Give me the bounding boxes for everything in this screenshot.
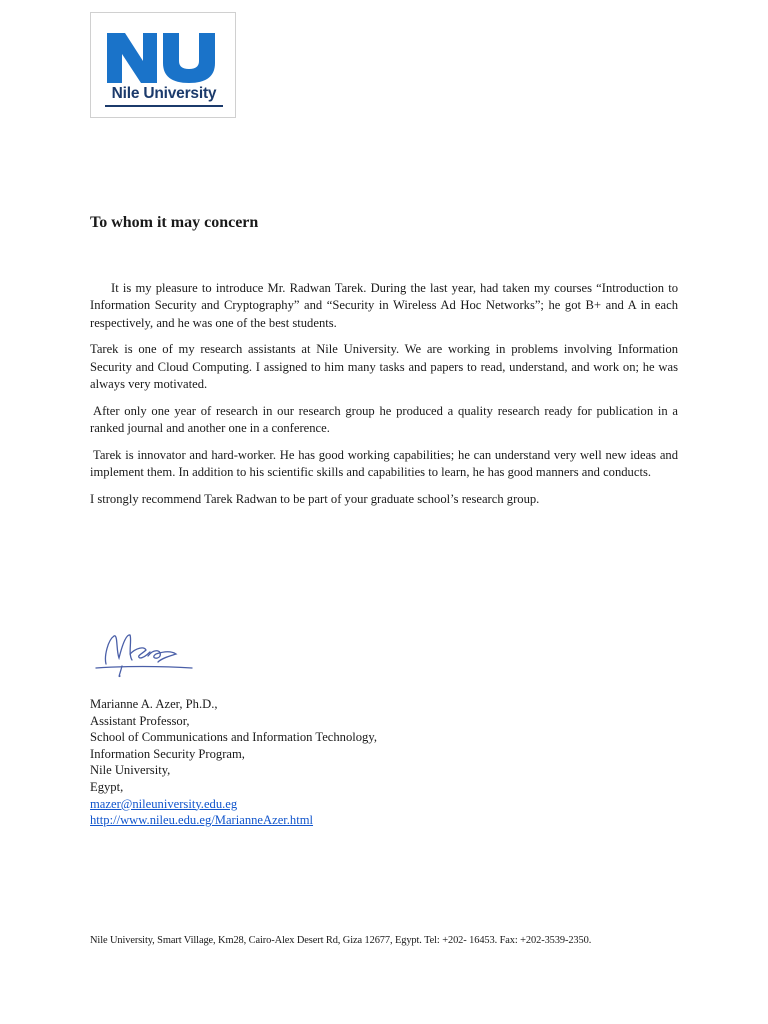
signatory-program: Information Security Program, (90, 746, 245, 761)
signature-block (90, 696, 377, 829)
email-link[interactable]: mazer@nileuniversity.edu.eg (90, 796, 238, 811)
signatory-name: Marianne A. Azer, Ph.D., (90, 697, 218, 711)
paragraph-publication: After only one year of research in our research group he produced a quality research ready for publication in a ranked journal and another one in a conference. (90, 403, 678, 436)
paragraph-research-assistant: Tarek is one of my research assistants at Nile University. We are working in problems involving Information Security and Cloud Computing. I assigned to him many tasks and papers to read, understand, and work on; he was always very motivated. (90, 342, 678, 391)
homepage-link[interactable]: http://www.nileu.edu.eg/MarianneAzer.html (90, 813, 314, 828)
handwritten-signature (92, 628, 202, 680)
nu-logo-mark (105, 23, 223, 85)
nile-university-logo (90, 12, 236, 118)
paragraph-skills: Tarek is innovator and hard-worker. He has good working capabilities; he can understand very well new ideas and implement them. In addition to his scientific skills and capabilities to learn, he has good manners and conducts. (90, 447, 678, 480)
paragraph-introduction: It is my pleasure to introduce Mr. Radwan Tarek. During the last year, had taken my courses “Introduction to Information Security and Cryptography” and “Security in Wireless Ad Hoc Networks”; he got B+ and A in each respectively, and he was one of the best students. (90, 281, 678, 330)
signatory-country: Egypt, (90, 779, 124, 794)
letter-heading: To whom it may concern (90, 214, 259, 231)
letter-body (90, 280, 678, 518)
footer-address: Nile University, Smart Village, Km28, Cairo-Alex Desert Rd, Giza 12677, Egypt. Tel: +202- 16453. Fax: +202-3539-2350. (90, 935, 592, 946)
signatory-university: Nile University, (90, 763, 171, 778)
paragraph-recommendation: I strongly recommend Tarek Radwan to be part of your graduate school’s research group. (90, 491, 540, 506)
logo-text: Nile University (111, 85, 217, 102)
logo-underline (105, 105, 223, 107)
signatory-school: School of Communications and Information Technology, (90, 730, 377, 745)
signatory-title: Assistant Professor, (90, 713, 190, 728)
